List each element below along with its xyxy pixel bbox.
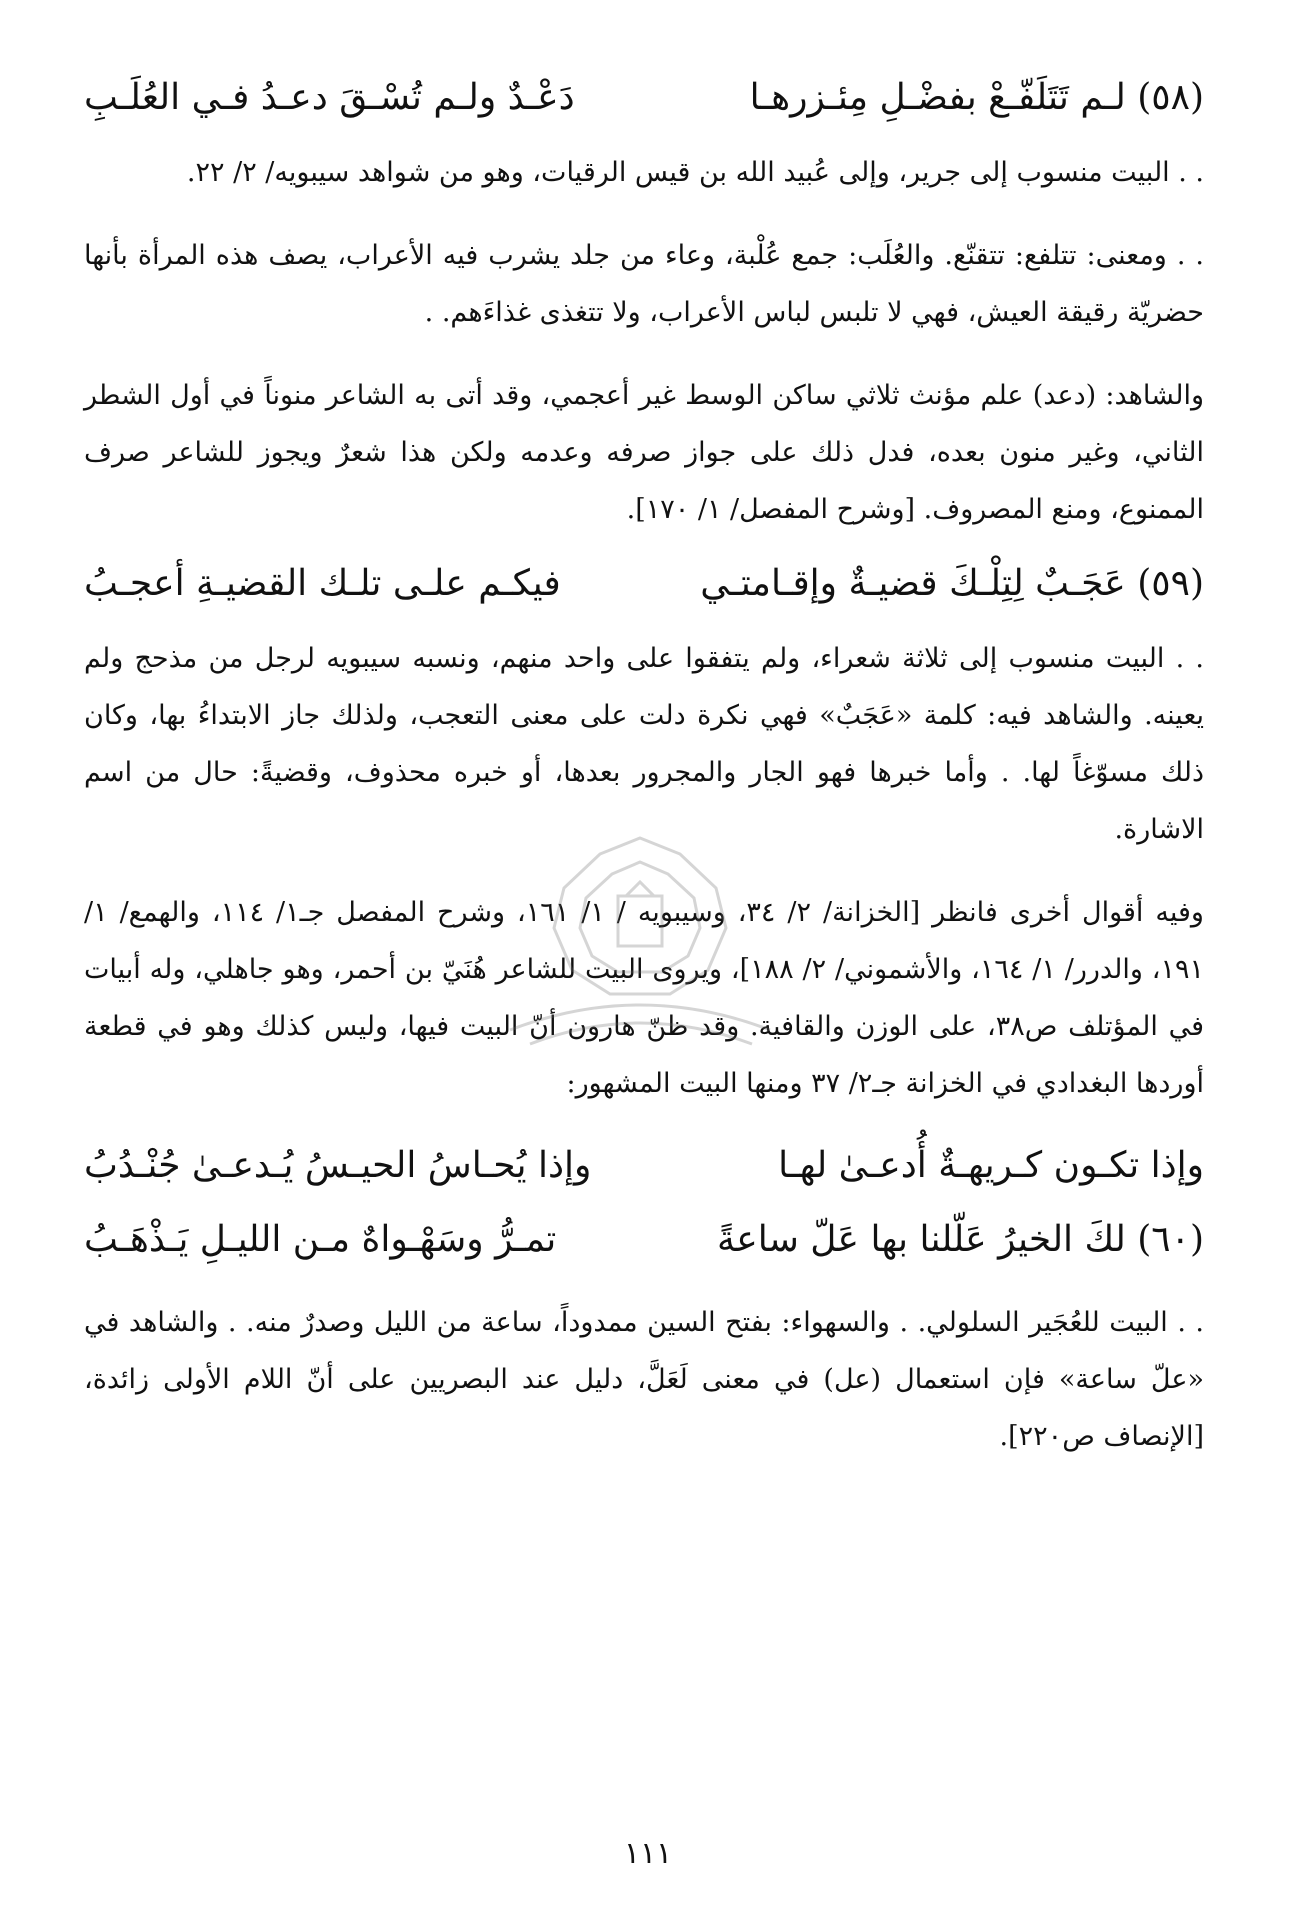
verse-58-meaning: . . ومعنى: تتلفع: تتقنّع. والعُلَب: جمع عُلْبة، وعاء من جلد يشرب فيه الأعراب، يصف هذه المرأة بأنها حضريّة رقيقة العيش، فهي لا تلبس لباس الأعراب، ولا تتغذى غذاءَهم. . xyxy=(84,240,1204,328)
quoted-verse-first-hemistich: وإذا تكـون كـريهـةٌ أُدعـىٰ لهـا xyxy=(778,1145,1204,1186)
quoted-verse-second-hemistich: وإذا يُحـاسُ الحيـسُ يُـدعـىٰ جُنْـدُبُ xyxy=(84,1145,592,1186)
verse-60-commentary: . . البيت للعُجَير السلولي. . والسهواء: بفتح السين ممدوداً، ساعة من الليل وصدرٌ منه. . والشاهد في «علّ ساعة» فإن استعمال (عل) في معنى لَعَلَّ، دليل عند البصريين على أنّ اللام الأولى زائدة، [الإنصاف ص٢٢٠]. xyxy=(84,1307,1204,1452)
verse-58-attribution: . . البيت منسوب إلى جرير، وإلى عُبيد الله بن قيس الرقيات، وهو من شواهد سيبويه/ ٢/ ٢٢. xyxy=(186,157,1204,188)
verse-59 xyxy=(84,556,1204,612)
verse-58-shahid: والشاهد: (دعد) علم مؤنث ثلاثي ساكن الوسط غير أعجمي، وقد أتى به الشاعر منوناً في أول الشطر الثاني، وغير منون بعده، فدل ذلك على جواز صرفه وعدمه ولكن هذا شعرٌ ويجوز للشاعر صرف الممنوع، ومنع المصروف. [وشرح المفصل/ ١/ ١٧٠]. xyxy=(84,380,1204,525)
quoted-verse xyxy=(84,1138,1204,1194)
verse-59-attribution: . . البيت منسوب إلى ثلاثة شعراء، ولم يتفقوا على واحد منهم، ونسبه سيبويه لرجل من مذحج ولم يعينه. والشاهد فيه: كلمة «عَجَبٌ» فهي نكرة دلت على معنى التعجب، ولذلك جاز الابتداءُ بها، وكان ذلك مسوّغاً لها. . وأما خبرها فهو الجار والمجرور بعدها، أو خبره محذوف، وقضيةً: حال من اسم الاشارة. xyxy=(84,643,1204,845)
verse-60-second-hemistich: تمـرُّ وسَهْـواهٌ مـن الليـلِ يَـذْهَـبُ xyxy=(84,1219,557,1260)
verse-60 xyxy=(84,1212,1204,1268)
verse-59-second-hemistich: فيكـم علـى تلـك القضيـةِ أعجـبُ xyxy=(84,563,561,604)
verse-60-first-hemistich: (٦٠) لكَ الخيرُ عَلّلنا بها عَلّ ساعةً xyxy=(716,1219,1204,1260)
verse-58-first-hemistich: (٥٨) لـم تَتَلَفّـعْ بفضْـلِ مِئـزرهـا xyxy=(749,77,1204,118)
page-number: ١١١ xyxy=(623,1836,673,1871)
verse-58 xyxy=(84,70,1204,126)
verse-59-first-hemistich: (٥٩) عَجَـبٌ لِتِلْـكَ قضيـةٌ وإقـامتـي xyxy=(700,563,1204,604)
verse-58-second-hemistich: دَعْـدٌ ولـم تُسْـقَ دعـدُ فـي العُلَـبِ xyxy=(84,77,575,118)
verse-59-sources: وفيه أقوال أخرى فانظر [الخزانة/ ٢/ ٣٤، وسيبويه / ١/ ١٦١، وشرح المفصل جـ١/ ١١٤، والهمع/ ١/ ١٩١، والدرر/ ١/ ١٦٤، والأشموني/ ٢/ ١٨٨]، ويروى البيت للشاعر هُنَيّ بن أحمر، وهو جاهلي، وله أبيات في المؤتلف ص٣٨، على الوزن والقافية. وقد ظنّ هارون أنّ البيت فيها، وليس كذلك وهو في قطعة أوردها البغدادي في الخزانة جـ٢/ ٣٧ ومنها البيت المشهور: xyxy=(84,897,1204,1099)
